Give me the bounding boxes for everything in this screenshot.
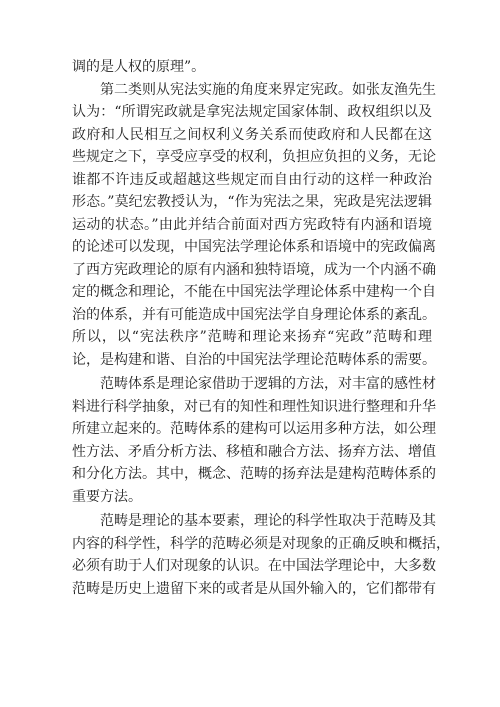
- paragraph: [72, 373, 436, 508]
- document-body: [72, 56, 450, 600]
- paragraph: [72, 510, 450, 600]
- paragraph: [72, 56, 432, 79]
- text-line: 政府和人民相互之间权利义务关系而使政府和人民都在这: [72, 126, 432, 143]
- text-line: 所建立起来的。范畴体系的建构可以运用多种方法，如公理: [72, 421, 436, 437]
- text-line: 了西方宪政理论的原有内涵和独特语境，成为一个内涵不确: [72, 261, 436, 278]
- text-line: 重要方法。: [72, 488, 142, 505]
- text-line: 些规定之下，享受应享受的权利，负担应负担的义务，无论: [72, 149, 436, 165]
- text-line: 形态。”莫纪宏教授认为，“作为宪法之果，宪政是宪法逻辑: [72, 194, 432, 210]
- text-line: 和分化方法。其中，概念、范畴的扬弃法是建构范畴体系的: [72, 466, 436, 482]
- text-line: 谁都不许违反或超越这些规定而自由行动的这样一种政治: [72, 171, 432, 188]
- text-line: 范畴是理论的基本要素，理论的科学性取决于范畴及其: [100, 513, 436, 529]
- text-line: 治的体系，并有可能造成中国宪法学自身理论体系的紊乱。: [72, 306, 436, 323]
- text-line: 认为：“所谓宪政就是拿宪法规定国家体制、政权组织以及: [72, 104, 432, 120]
- paragraph: [72, 79, 436, 372]
- text-line: 运动的状态。”由此并结合前面对西方宪政特有内涵和语境: [72, 216, 432, 233]
- text-line: 范畴是历史上遗留下来的或者是从国外输入的，它们都带有: [72, 580, 436, 597]
- text-line: 内容的科学性，科学的范畴必须是对现象的正确反映和概括，: [72, 535, 450, 552]
- text-line: 的论述可以发现，中国宪法学理论体系和语境中的宪政偏离: [72, 239, 436, 255]
- text-line: 论，是构建和谐、自治的中国宪法学理论范畴体系的需要。: [72, 351, 436, 368]
- text-line: 所以，以“宪法秩序”范畴和理论来扬弃“宪政”范畴和理: [72, 329, 432, 345]
- text-line: 调的是人权的原理”。: [72, 59, 206, 75]
- text-line: 性方法、矛盾分析方法、移植和融合方法、扬弃方法、增值: [72, 443, 436, 460]
- text-line: 第二类则从宪法实施的角度来界定宪政。如张友渔先生: [100, 81, 436, 98]
- text-line: 范畴体系是理论家借助于逻辑的方法，对丰富的感性材: [100, 376, 436, 392]
- text-line: 料进行科学抽象，对已有的知性和理性知识进行整理和升华: [72, 398, 436, 415]
- text-line: 定的概念和理论，不能在中国宪法学理论体系中建构一个自: [72, 284, 436, 300]
- text-line: 必须有助于人们对现象的认识。在中国法学理论中，大多数: [72, 558, 436, 574]
